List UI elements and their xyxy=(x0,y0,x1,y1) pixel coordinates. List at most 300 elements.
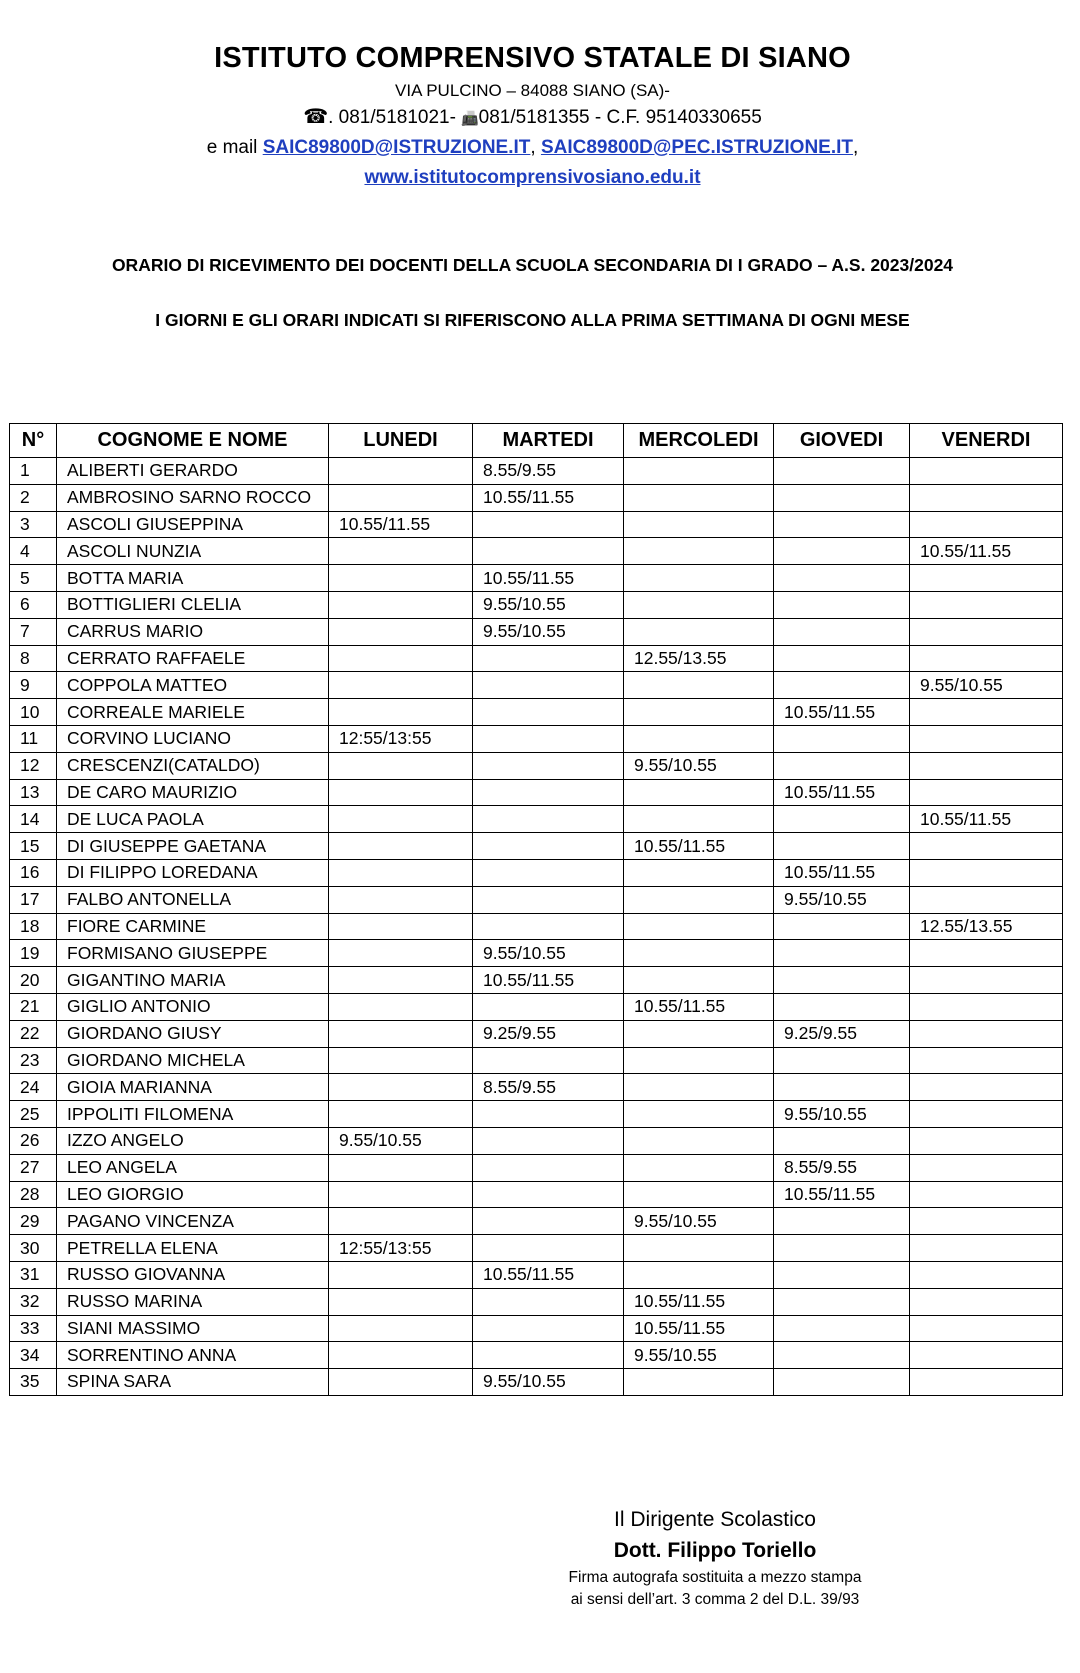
table-row xyxy=(10,1369,1063,1396)
table-row xyxy=(10,1101,1063,1128)
row-number: 23 xyxy=(10,1047,57,1074)
teacher-name: AMBROSINO SARNO ROCCO xyxy=(57,484,329,511)
teacher-name: GIORDANO MICHELA xyxy=(57,1047,329,1074)
row-number: 24 xyxy=(10,1074,57,1101)
teacher-name: CORREALE MARIELE xyxy=(57,699,329,726)
thursday-slot xyxy=(774,591,910,618)
tuesday-slot: 10.55/11.55 xyxy=(473,967,624,994)
col-header-friday: VENERDI xyxy=(910,424,1063,458)
tuesday-slot xyxy=(473,672,624,699)
table-row xyxy=(10,1315,1063,1342)
school-name: ISTITUTO COMPRENSIVO STATALE DI SIANO xyxy=(214,42,851,74)
thursday-slot xyxy=(774,511,910,538)
teacher-name: RUSSO GIOVANNA xyxy=(57,1261,329,1288)
schedule-table xyxy=(9,423,1063,1396)
tuesday-slot xyxy=(473,833,624,860)
wednesday-slot xyxy=(624,699,774,726)
wednesday-slot xyxy=(624,779,774,806)
teacher-name: ASCOLI NUNZIA xyxy=(57,538,329,565)
friday-slot: 9.55/10.55 xyxy=(910,672,1063,699)
website-link[interactable]: www.istitutocomprensivosiano.edu.it xyxy=(364,167,701,188)
wednesday-slot xyxy=(624,458,774,485)
wednesday-slot xyxy=(624,1101,774,1128)
monday-slot xyxy=(329,859,473,886)
row-number: 4 xyxy=(10,538,57,565)
row-number: 21 xyxy=(10,993,57,1020)
friday-slot xyxy=(910,1154,1063,1181)
tuesday-slot: 9.25/9.55 xyxy=(473,1020,624,1047)
table-row xyxy=(10,618,1063,645)
tuesday-slot xyxy=(473,1181,624,1208)
monday-slot: 12:55/13:55 xyxy=(329,725,473,752)
table-row xyxy=(10,1342,1063,1369)
friday-slot xyxy=(910,940,1063,967)
row-number: 10 xyxy=(10,699,57,726)
teacher-name: SPINA SARA xyxy=(57,1369,329,1396)
monday-slot xyxy=(329,1181,473,1208)
tuesday-slot xyxy=(473,645,624,672)
table-row xyxy=(10,565,1063,592)
tuesday-slot: 10.55/11.55 xyxy=(473,484,624,511)
row-number: 3 xyxy=(10,511,57,538)
row-number: 25 xyxy=(10,1101,57,1128)
friday-slot xyxy=(910,967,1063,994)
tuesday-slot: 9.55/10.55 xyxy=(473,1369,624,1396)
tuesday-slot: 9.55/10.55 xyxy=(473,618,624,645)
thursday-slot xyxy=(774,1315,910,1342)
thursday-slot xyxy=(774,538,910,565)
wednesday-slot: 10.55/11.55 xyxy=(624,1315,774,1342)
thursday-slot xyxy=(774,565,910,592)
tuesday-slot: 9.55/10.55 xyxy=(473,591,624,618)
monday-slot xyxy=(329,1261,473,1288)
thursday-slot: 10.55/11.55 xyxy=(774,699,910,726)
monday-slot xyxy=(329,672,473,699)
monday-slot xyxy=(329,591,473,618)
teacher-name: ALIBERTI GERARDO xyxy=(57,458,329,485)
friday-slot xyxy=(910,1047,1063,1074)
tuesday-slot xyxy=(473,538,624,565)
tuesday-slot xyxy=(473,725,624,752)
row-number: 33 xyxy=(10,1315,57,1342)
thursday-slot xyxy=(774,913,910,940)
tuesday-slot xyxy=(473,1208,624,1235)
friday-slot xyxy=(910,1261,1063,1288)
monday-slot xyxy=(329,699,473,726)
monday-slot xyxy=(329,833,473,860)
monday-slot xyxy=(329,1369,473,1396)
row-number: 1 xyxy=(10,458,57,485)
thursday-slot xyxy=(774,672,910,699)
wednesday-slot xyxy=(624,1261,774,1288)
friday-slot xyxy=(910,1288,1063,1315)
teacher-name: CORVINO LUCIANO xyxy=(57,725,329,752)
tax-code: - C.F. 95140330655 xyxy=(594,107,762,128)
thursday-slot xyxy=(774,725,910,752)
email-line xyxy=(0,133,1065,163)
tuesday-slot xyxy=(473,886,624,913)
friday-slot xyxy=(910,725,1063,752)
wednesday-slot xyxy=(624,1127,774,1154)
signature-note-1: Firma autografa sostituita a mezzo stampa xyxy=(568,1569,862,1586)
teacher-name: LEO GIORGIO xyxy=(57,1181,329,1208)
teacher-name: BOTTIGLIERI CLELIA xyxy=(57,591,329,618)
wednesday-slot: 10.55/11.55 xyxy=(624,1288,774,1315)
thursday-slot xyxy=(774,1235,910,1262)
friday-slot xyxy=(910,993,1063,1020)
row-number: 6 xyxy=(10,591,57,618)
table-row xyxy=(10,1261,1063,1288)
wednesday-slot xyxy=(624,725,774,752)
table-row xyxy=(10,859,1063,886)
teacher-name: GIGLIO ANTONIO xyxy=(57,993,329,1020)
table-row xyxy=(10,645,1063,672)
teacher-name: DI GIUSEPPE GAETANA xyxy=(57,833,329,860)
table-row xyxy=(10,779,1063,806)
wednesday-slot: 9.55/10.55 xyxy=(624,1208,774,1235)
wednesday-slot xyxy=(624,1369,774,1396)
table-row xyxy=(10,1288,1063,1315)
tuesday-slot: 10.55/11.55 xyxy=(473,565,624,592)
table-header-row xyxy=(10,424,1063,458)
col-header-name: COGNOME E NOME xyxy=(57,424,329,458)
wednesday-slot xyxy=(624,913,774,940)
tuesday-slot xyxy=(473,1047,624,1074)
wednesday-slot xyxy=(624,940,774,967)
row-number: 27 xyxy=(10,1154,57,1181)
friday-slot xyxy=(910,886,1063,913)
tuesday-slot xyxy=(473,1127,624,1154)
teacher-name: PAGANO VINCENZA xyxy=(57,1208,329,1235)
monday-slot xyxy=(329,752,473,779)
teacher-name: PETRELLA ELENA xyxy=(57,1235,329,1262)
thursday-slot xyxy=(774,1127,910,1154)
thursday-slot xyxy=(774,1342,910,1369)
thursday-slot: 8.55/9.55 xyxy=(774,1154,910,1181)
thursday-slot xyxy=(774,458,910,485)
tuesday-slot xyxy=(473,1154,624,1181)
row-number: 2 xyxy=(10,484,57,511)
email-link-2[interactable]: SAIC89800D@PEC.ISTRUZIONE.IT xyxy=(540,137,853,158)
friday-slot xyxy=(910,1020,1063,1047)
contact-line xyxy=(0,103,1065,133)
row-number: 9 xyxy=(10,672,57,699)
monday-slot xyxy=(329,886,473,913)
teacher-name: FALBO ANTONELLA xyxy=(57,886,329,913)
thursday-slot xyxy=(774,940,910,967)
row-number: 13 xyxy=(10,779,57,806)
wednesday-slot xyxy=(624,967,774,994)
col-header-tuesday: MARTEDI xyxy=(473,424,624,458)
wednesday-slot xyxy=(624,886,774,913)
monday-slot xyxy=(329,565,473,592)
table-row xyxy=(10,752,1063,779)
teacher-name: DE CARO MAURIZIO xyxy=(57,779,329,806)
teacher-name: COPPOLA MATTEO xyxy=(57,672,329,699)
friday-slot: 10.55/11.55 xyxy=(910,538,1063,565)
monday-slot xyxy=(329,806,473,833)
thursday-slot: 10.55/11.55 xyxy=(774,1181,910,1208)
friday-slot xyxy=(910,1181,1063,1208)
table-row xyxy=(10,458,1063,485)
wednesday-slot xyxy=(624,1074,774,1101)
friday-slot xyxy=(910,645,1063,672)
letterhead xyxy=(0,40,1065,193)
table-body xyxy=(10,458,1063,1396)
friday-slot xyxy=(910,779,1063,806)
tuesday-slot: 8.55/9.55 xyxy=(473,1074,624,1101)
thursday-slot xyxy=(774,1047,910,1074)
friday-slot xyxy=(910,699,1063,726)
monday-slot xyxy=(329,484,473,511)
thursday-slot: 9.55/10.55 xyxy=(774,886,910,913)
phone-icon: ☎ xyxy=(303,106,329,128)
friday-slot xyxy=(910,511,1063,538)
row-number: 28 xyxy=(10,1181,57,1208)
row-number: 15 xyxy=(10,833,57,860)
teacher-name: IPPOLITI FILOMENA xyxy=(57,1101,329,1128)
teacher-name: CRESCENZI(CATALDO) xyxy=(57,752,329,779)
thursday-slot xyxy=(774,1288,910,1315)
teacher-name: BOTTA MARIA xyxy=(57,565,329,592)
document-title: ORARIO DI RICEVIMENTO DEI DOCENTI DELLA SCUOLA SECONDARIA DI I GRADO – A.S. 2023/2024 xyxy=(111,255,954,275)
row-number: 11 xyxy=(10,725,57,752)
website-line xyxy=(0,163,1065,193)
tuesday-slot xyxy=(473,806,624,833)
friday-slot xyxy=(910,591,1063,618)
email-link-1[interactable]: SAIC89800D@ISTRUZIONE.IT xyxy=(262,137,531,158)
row-number: 29 xyxy=(10,1208,57,1235)
row-number: 35 xyxy=(10,1369,57,1396)
thursday-slot: 9.55/10.55 xyxy=(774,1101,910,1128)
table-row xyxy=(10,591,1063,618)
friday-slot xyxy=(910,1074,1063,1101)
friday-slot xyxy=(910,1315,1063,1342)
thursday-slot xyxy=(774,967,910,994)
wednesday-slot xyxy=(624,806,774,833)
teacher-name: ASCOLI GIUSEPPINA xyxy=(57,511,329,538)
table-row xyxy=(10,699,1063,726)
document-subtitle: I GIORNI E GLI ORARI INDICATI SI RIFERISCONO ALLA PRIMA SETTIMANA DI OGNI MESE xyxy=(155,310,910,330)
monday-slot xyxy=(329,1288,473,1315)
teacher-name: IZZO ANGELO xyxy=(57,1127,329,1154)
row-number: 7 xyxy=(10,618,57,645)
col-header-thursday: GIOVEDI xyxy=(774,424,910,458)
monday-slot xyxy=(329,940,473,967)
fax-number: 081/5181355 xyxy=(478,107,590,128)
thursday-slot: 10.55/11.55 xyxy=(774,779,910,806)
teacher-name: GIOIA MARIANNA xyxy=(57,1074,329,1101)
thursday-slot: 10.55/11.55 xyxy=(774,859,910,886)
thursday-slot xyxy=(774,1261,910,1288)
teacher-name: FIORE CARMINE xyxy=(57,913,329,940)
row-number: 31 xyxy=(10,1261,57,1288)
thursday-slot xyxy=(774,752,910,779)
table-row xyxy=(10,1047,1063,1074)
wednesday-slot xyxy=(624,565,774,592)
tuesday-slot xyxy=(473,913,624,940)
wednesday-slot: 10.55/11.55 xyxy=(624,833,774,860)
teacher-name: GIORDANO GIUSY xyxy=(57,1020,329,1047)
tuesday-slot xyxy=(473,1235,624,1262)
table-row xyxy=(10,1235,1063,1262)
table-row xyxy=(10,993,1063,1020)
friday-slot xyxy=(910,1235,1063,1262)
friday-slot xyxy=(910,1208,1063,1235)
tuesday-slot: 9.55/10.55 xyxy=(473,940,624,967)
teacher-name: DI FILIPPO LOREDANA xyxy=(57,859,329,886)
wednesday-slot xyxy=(624,511,774,538)
teacher-name: LEO ANGELA xyxy=(57,1154,329,1181)
phone-number: . 081/5181021- xyxy=(328,107,456,128)
monday-slot xyxy=(329,1047,473,1074)
monday-slot xyxy=(329,1101,473,1128)
monday-slot xyxy=(329,913,473,940)
wednesday-slot xyxy=(624,1154,774,1181)
row-number: 26 xyxy=(10,1127,57,1154)
monday-slot xyxy=(329,779,473,806)
tuesday-slot xyxy=(473,1342,624,1369)
signature-block xyxy=(530,1505,900,1611)
row-number: 14 xyxy=(10,806,57,833)
email-separator: , xyxy=(530,137,541,158)
friday-slot xyxy=(910,1127,1063,1154)
friday-slot xyxy=(910,1369,1063,1396)
wednesday-slot xyxy=(624,1020,774,1047)
monday-slot xyxy=(329,1074,473,1101)
row-number: 30 xyxy=(10,1235,57,1262)
teacher-name: FORMISANO GIUSEPPE xyxy=(57,940,329,967)
thursday-slot xyxy=(774,484,910,511)
col-header-number: N° xyxy=(10,424,57,458)
friday-slot xyxy=(910,618,1063,645)
address: VIA PULCINO – 84088 SIANO (SA)- xyxy=(395,81,670,100)
tuesday-slot xyxy=(473,1101,624,1128)
wednesday-slot xyxy=(624,484,774,511)
monday-slot: 12:55/13:55 xyxy=(329,1235,473,1262)
table-row xyxy=(10,940,1063,967)
monday-slot xyxy=(329,967,473,994)
friday-slot xyxy=(910,752,1063,779)
wednesday-slot xyxy=(624,1235,774,1262)
friday-slot xyxy=(910,1342,1063,1369)
teacher-name: SIANI MASSIMO xyxy=(57,1315,329,1342)
wednesday-slot xyxy=(624,538,774,565)
table-row xyxy=(10,806,1063,833)
thursday-slot xyxy=(774,1074,910,1101)
row-number: 20 xyxy=(10,967,57,994)
monday-slot xyxy=(329,538,473,565)
row-number: 22 xyxy=(10,1020,57,1047)
teacher-name: CARRUS MARIO xyxy=(57,618,329,645)
table-row xyxy=(10,672,1063,699)
monday-slot: 10.55/11.55 xyxy=(329,511,473,538)
table-row xyxy=(10,913,1063,940)
wednesday-slot: 9.55/10.55 xyxy=(624,752,774,779)
row-number: 18 xyxy=(10,913,57,940)
monday-slot xyxy=(329,458,473,485)
signer-name: Dott. Filippo Toriello xyxy=(613,1539,817,1562)
email-prefix: e mail xyxy=(206,137,263,158)
table-row xyxy=(10,1181,1063,1208)
table-row xyxy=(10,725,1063,752)
thursday-slot xyxy=(774,618,910,645)
thursday-slot xyxy=(774,833,910,860)
monday-slot xyxy=(329,1208,473,1235)
tuesday-slot xyxy=(473,1288,624,1315)
row-number: 34 xyxy=(10,1342,57,1369)
tuesday-slot: 10.55/11.55 xyxy=(473,1261,624,1288)
friday-slot: 12.55/13.55 xyxy=(910,913,1063,940)
tuesday-slot xyxy=(473,511,624,538)
thursday-slot xyxy=(774,1208,910,1235)
monday-slot xyxy=(329,993,473,1020)
tuesday-slot xyxy=(473,752,624,779)
thursday-slot xyxy=(774,645,910,672)
monday-slot xyxy=(329,618,473,645)
signature-note-2: ai sensi dell’art. 3 comma 2 del D.L. 39/93 xyxy=(570,1591,860,1608)
table-row xyxy=(10,1208,1063,1235)
table-row xyxy=(10,1154,1063,1181)
table-row xyxy=(10,1074,1063,1101)
table-row xyxy=(10,538,1063,565)
monday-slot xyxy=(329,645,473,672)
thursday-slot xyxy=(774,806,910,833)
row-number: 19 xyxy=(10,940,57,967)
teacher-name: SORRENTINO ANNA xyxy=(57,1342,329,1369)
email-trailing: , xyxy=(853,137,859,158)
row-number: 16 xyxy=(10,859,57,886)
table-row xyxy=(10,833,1063,860)
fax-icon: 📠 xyxy=(461,110,479,126)
friday-slot xyxy=(910,1101,1063,1128)
teacher-name: GIGANTINO MARIA xyxy=(57,967,329,994)
teacher-name: DE LUCA PAOLA xyxy=(57,806,329,833)
tuesday-slot xyxy=(473,779,624,806)
tuesday-slot: 8.55/9.55 xyxy=(473,458,624,485)
friday-slot xyxy=(910,565,1063,592)
monday-slot xyxy=(329,1020,473,1047)
row-number: 5 xyxy=(10,565,57,592)
friday-slot: 10.55/11.55 xyxy=(910,806,1063,833)
monday-slot xyxy=(329,1342,473,1369)
wednesday-slot: 10.55/11.55 xyxy=(624,993,774,1020)
table-row xyxy=(10,511,1063,538)
teacher-name: CERRATO RAFFAELE xyxy=(57,645,329,672)
table-row xyxy=(10,967,1063,994)
friday-slot xyxy=(910,458,1063,485)
wednesday-slot xyxy=(624,591,774,618)
teacher-name: RUSSO MARINA xyxy=(57,1288,329,1315)
wednesday-slot: 9.55/10.55 xyxy=(624,1342,774,1369)
row-number: 8 xyxy=(10,645,57,672)
signer-title: Il Dirigente Scolastico xyxy=(614,1508,816,1531)
monday-slot: 9.55/10.55 xyxy=(329,1127,473,1154)
table-row xyxy=(10,886,1063,913)
row-number: 32 xyxy=(10,1288,57,1315)
wednesday-slot xyxy=(624,1181,774,1208)
table-row xyxy=(10,484,1063,511)
monday-slot xyxy=(329,1154,473,1181)
wednesday-slot: 12.55/13.55 xyxy=(624,645,774,672)
wednesday-slot xyxy=(624,1047,774,1074)
wednesday-slot xyxy=(624,859,774,886)
row-number: 12 xyxy=(10,752,57,779)
col-header-monday: LUNEDI xyxy=(329,424,473,458)
friday-slot xyxy=(910,484,1063,511)
wednesday-slot xyxy=(624,618,774,645)
tuesday-slot xyxy=(473,1315,624,1342)
